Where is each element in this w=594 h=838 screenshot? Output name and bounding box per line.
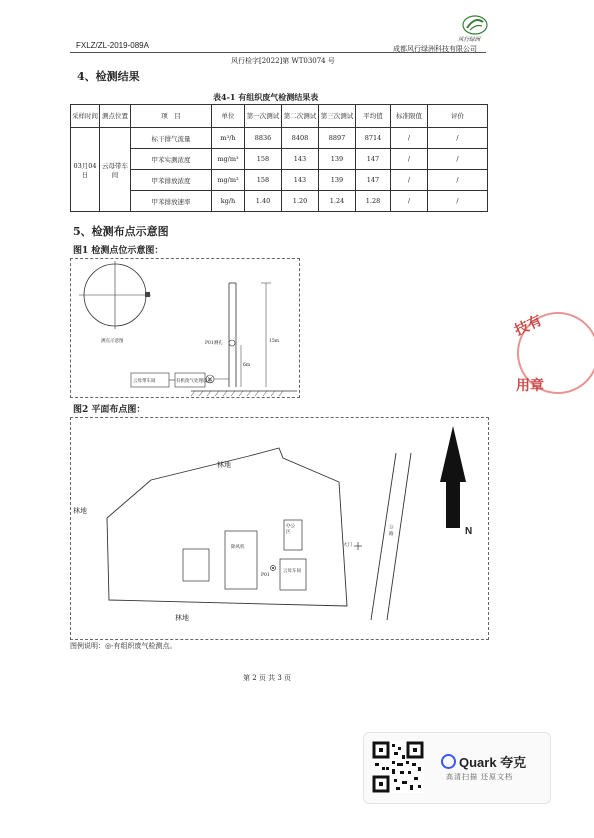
north-label: N bbox=[465, 526, 473, 537]
north-arrow-icon bbox=[440, 426, 466, 528]
table-row bbox=[71, 170, 488, 191]
item-cell: 标干排气流量 bbox=[131, 128, 212, 149]
test1-cell: 1.40 bbox=[245, 191, 282, 212]
fig1-svg bbox=[71, 259, 299, 397]
point-label: P01 bbox=[261, 573, 270, 578]
building-d bbox=[280, 559, 306, 590]
point-label: P01测孔 bbox=[205, 341, 223, 346]
height-label-a: 15m bbox=[269, 339, 279, 344]
gate-label: 大门 bbox=[343, 543, 352, 548]
forest-label-bottom: 林地 bbox=[175, 614, 189, 622]
limit-cell: / bbox=[391, 149, 428, 170]
col-test1: 第一次测试 bbox=[245, 105, 282, 128]
evaluation-cell: / bbox=[428, 170, 488, 191]
test1-cell: 158 bbox=[245, 149, 282, 170]
table-row bbox=[71, 128, 488, 149]
limit-cell: / bbox=[391, 128, 428, 149]
fig2-title: 图2 平面布点图： bbox=[73, 405, 146, 415]
forest-label-top: 林地 bbox=[217, 461, 231, 469]
test1-cell: 8836 bbox=[245, 128, 282, 149]
report-number: 风行检字[2022]第 WT03074 号 bbox=[231, 57, 335, 65]
doc-code: FXLZ/ZL-2019-089A bbox=[76, 41, 149, 50]
test2-cell: 1.20 bbox=[282, 191, 319, 212]
sample-time-cell: 03月04日 bbox=[71, 128, 100, 212]
sampling-point-icon bbox=[229, 340, 235, 346]
section4-title: 4、检测结果 bbox=[77, 70, 140, 83]
table-header-row bbox=[71, 105, 488, 128]
test1-cell: 158 bbox=[245, 170, 282, 191]
col-test3: 第三次测试 bbox=[319, 105, 356, 128]
average-cell: 147 bbox=[356, 149, 391, 170]
table-caption: 表4-1 有组织废气检测结果表 bbox=[213, 92, 319, 102]
col-sample-time: 采样时间 bbox=[71, 105, 100, 128]
col-limit: 标准限值 bbox=[391, 105, 428, 128]
road-label: 公路 bbox=[389, 525, 394, 537]
logo-text: 风行绿洲 bbox=[458, 37, 481, 43]
test2-cell: 143 bbox=[282, 170, 319, 191]
evaluation-cell: / bbox=[428, 128, 488, 149]
test2-cell: 8408 bbox=[282, 128, 319, 149]
circle-caption: 测点示意图 bbox=[101, 339, 124, 344]
stamp-text-bottom: 用章 bbox=[516, 378, 544, 394]
average-cell: 147 bbox=[356, 170, 391, 191]
average-cell: 8714 bbox=[356, 128, 391, 149]
average-cell: 1.28 bbox=[356, 191, 391, 212]
test3-cell: 8897 bbox=[319, 128, 356, 149]
evaluation-cell: / bbox=[428, 191, 488, 212]
table-row bbox=[71, 149, 488, 170]
company-logo-icon bbox=[462, 14, 488, 36]
quark-logo-icon bbox=[441, 754, 456, 769]
building-label-b: 办公区 bbox=[286, 524, 295, 535]
forest-label-left: 林地 bbox=[73, 507, 87, 515]
unit-cell: mg/m³ bbox=[212, 170, 245, 191]
col-location: 测点位置 bbox=[100, 105, 131, 128]
col-evaluation: 评价 bbox=[428, 105, 488, 128]
building-b bbox=[225, 531, 257, 589]
box2-label: 有机废气处理设施 bbox=[176, 379, 212, 384]
location-cell: 云母带车间 bbox=[100, 128, 131, 212]
test2-cell: 143 bbox=[282, 149, 319, 170]
item-cell: 甲苯排放速率 bbox=[131, 191, 212, 212]
page-number: 第 2 页 共 3 页 bbox=[243, 674, 292, 682]
building-label-a: 除风机 bbox=[231, 545, 245, 550]
unit-cell: mg/m³ bbox=[212, 149, 245, 170]
unit-cell: m³/h bbox=[212, 128, 245, 149]
section5-title: 5、检测布点示意图 bbox=[73, 225, 169, 238]
stamp-text-top: 技有 bbox=[512, 312, 545, 340]
test3-cell: 1.24 bbox=[319, 191, 356, 212]
quark-brand bbox=[441, 752, 526, 771]
company-name: 成都风行绿洲科技有限公司 bbox=[393, 45, 477, 53]
limit-cell: / bbox=[391, 170, 428, 191]
limit-cell: / bbox=[391, 191, 428, 212]
item-cell: 甲苯排放浓度 bbox=[131, 170, 212, 191]
qr-code-icon bbox=[372, 741, 424, 793]
legend-note: 图例说明：◎-有组织废气检测点。 bbox=[70, 642, 177, 650]
col-test2: 第二次测试 bbox=[282, 105, 319, 128]
building-a bbox=[183, 549, 209, 581]
evaluation-cell: / bbox=[428, 149, 488, 170]
fig1-title: 图1 检测点位示意图： bbox=[73, 246, 164, 256]
col-average: 平均值 bbox=[356, 105, 391, 128]
results-table bbox=[70, 104, 488, 212]
test3-cell: 139 bbox=[319, 149, 356, 170]
quark-subtitle: 高清扫描 还原文档 bbox=[446, 774, 513, 781]
fig1-diagram bbox=[70, 258, 300, 398]
fig2-diagram bbox=[70, 417, 489, 640]
quark-brand-text: Quark 夸克 bbox=[459, 755, 527, 770]
header-divider bbox=[70, 52, 486, 53]
box1-label: 云母带车间 bbox=[133, 379, 156, 384]
official-stamp bbox=[514, 305, 594, 405]
item-cell: 甲苯实测浓度 bbox=[131, 149, 212, 170]
fig2-svg bbox=[71, 418, 488, 639]
building-label-c: 云母车间 bbox=[283, 569, 301, 574]
height-label-b: 6m bbox=[243, 363, 251, 368]
unit-cell: kg/h bbox=[212, 191, 245, 212]
col-unit: 单位 bbox=[212, 105, 245, 128]
test3-cell: 139 bbox=[319, 170, 356, 191]
table-row bbox=[71, 191, 488, 212]
col-item: 项 目 bbox=[131, 105, 212, 128]
